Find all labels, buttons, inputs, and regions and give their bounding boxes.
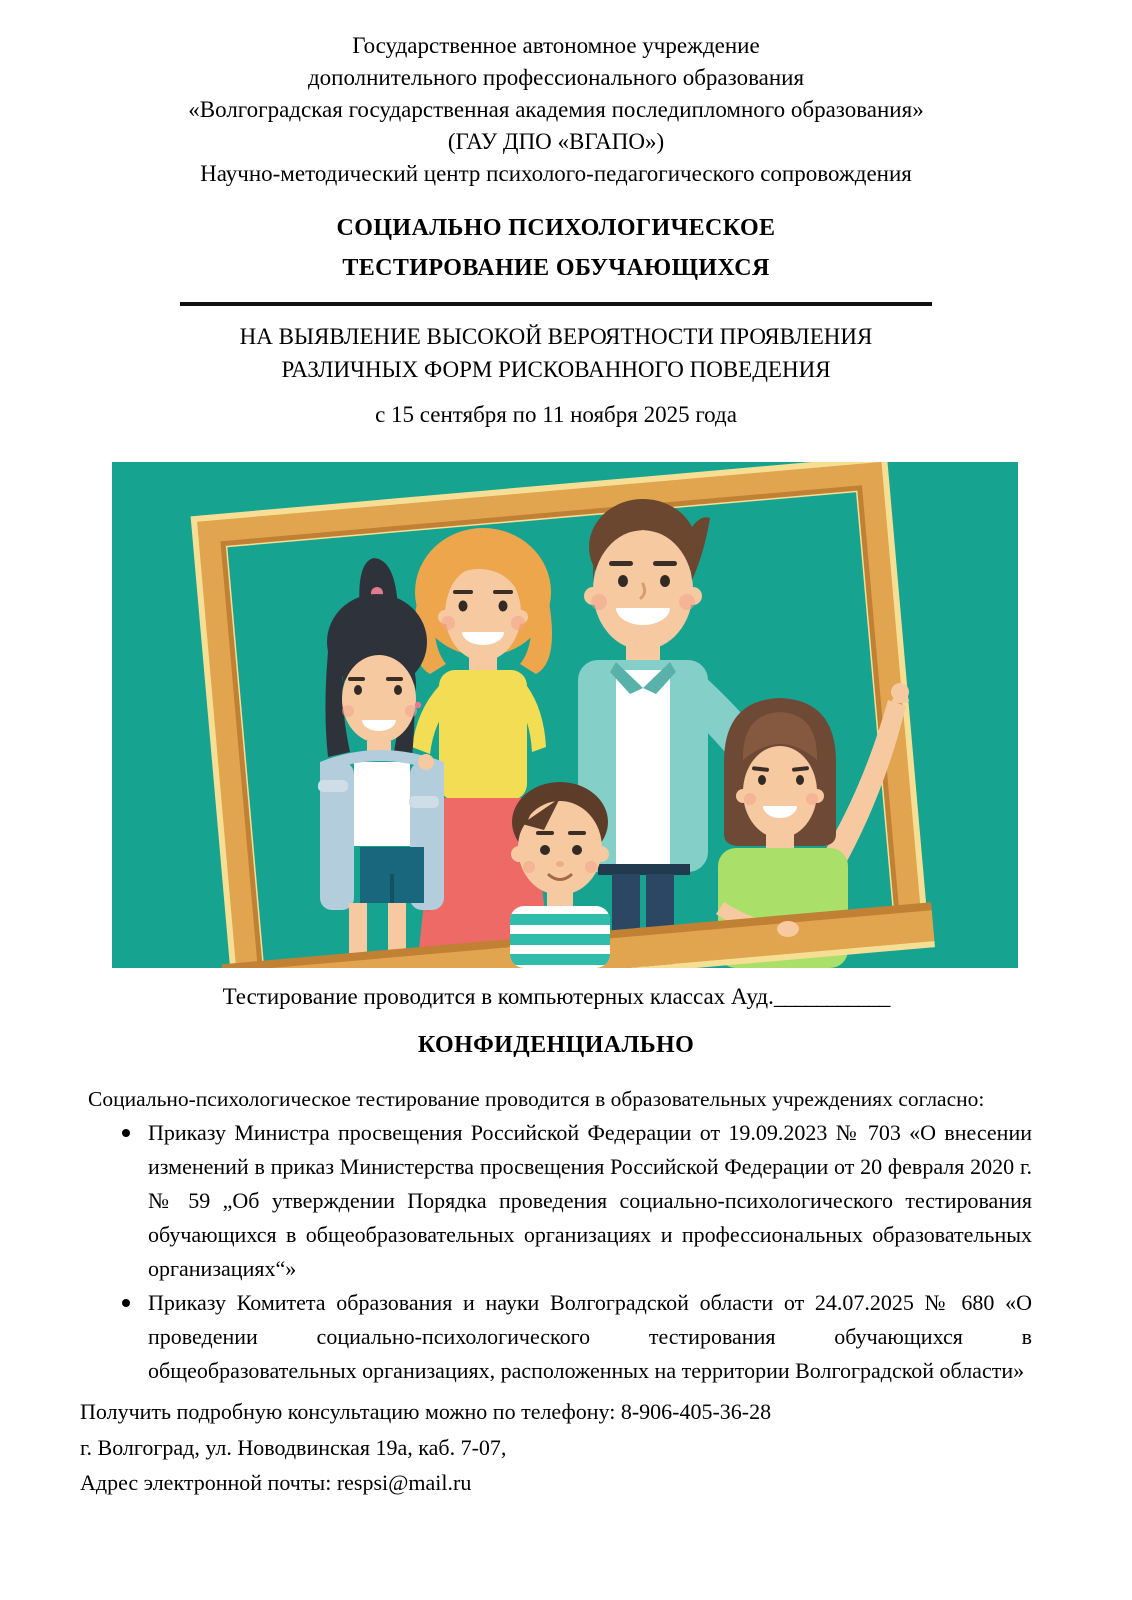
address-line: г. Волгоград, ул. Новодвинская 19а, каб. 7-07,: [80, 1434, 507, 1460]
page-title-line-2: ТЕСТИРОВАНИЕ ОБУЧАЮЩИХСЯ: [342, 255, 770, 281]
testing-location-caption: [80, 984, 1032, 1010]
org-header-line-3: «Волгоградская государственная академия последипломного образования»: [188, 97, 924, 122]
org-header: [80, 30, 1032, 190]
list-item-order-2: [80, 1286, 1032, 1388]
testing-date-range: с 15 сентября по 11 ноября 2025 года: [375, 402, 737, 427]
order-2-text: Приказу Комитета образования и науки Волгоградской области от 24.07.2025 № 680 «О проведении социально-психологического тестирования обучающихся в общеобразовательных организациях, расположенных на территории Волгоградской области»: [148, 1290, 1032, 1383]
page-title-line-1: СОЦИАЛЬНО ПСИХОЛОГИЧЕСКОЕ: [336, 215, 776, 241]
bullet-dot: [122, 1299, 130, 1307]
page-title: [80, 208, 1032, 288]
title-divider: [180, 302, 932, 306]
contacts-block: [80, 1394, 1032, 1501]
email-line: Адрес электронной почты: respsi@mail.ru: [80, 1470, 472, 1495]
org-header-line-1: Государственное автономное учреждение: [352, 33, 760, 58]
confidential-heading: КОНФИДЕНЦИАЛЬНО: [417, 1032, 695, 1058]
phone-line: Получить подробную консультацию можно по телефону: 8-906-405-36-28: [80, 1399, 772, 1424]
mother-hand: [418, 754, 434, 770]
org-header-line-4: (ГАУ ДПО «ВГАПО»): [447, 129, 665, 154]
family-illustration-svg: [112, 462, 1018, 968]
orders-list: [80, 1116, 1032, 1388]
family-illustration: [112, 462, 1018, 968]
bullet-dot: [122, 1129, 130, 1137]
testing-location-text: Тестирование проводится в компьютерных классах Ауд.: [222, 984, 774, 1009]
intro-paragraph: Социально-психологическое тестирование проводится в образовательных учреждениях согласно:: [88, 1087, 985, 1111]
page-subtitle-line-1: НА ВЫЯВЛЕНИЕ ВЫСОКОЙ ВЕРОЯТНОСТИ ПРОЯВЛЕНИЯ: [239, 324, 873, 349]
order-1-text: Приказу Министра просвещения Российской Федерации от 19.09.2023 № 703 «О внесении изменений в приказ Министерства просвещения Российской Федерации от 20 февраля 2020 г. № 59 „Об утверждении Порядка проведения социально-психологического тестирования обучающихся в общеобразовательных организациях и профессиональных образовательных организациях“»: [148, 1120, 1032, 1281]
room-number-blank: ___________: [773, 984, 890, 1009]
org-header-line-2: дополнительного профессионального образования: [307, 65, 805, 90]
page-subtitle: [80, 320, 1032, 386]
page-subtitle-line-2: РАЗЛИЧНЫХ ФОРМ РИСКОВАННОГО ПОВЕДЕНИЯ: [281, 357, 831, 382]
list-item-order-1: [80, 1116, 1032, 1286]
org-header-line-5: Научно-методический центр психолого-педагогического сопровождения: [200, 161, 912, 186]
